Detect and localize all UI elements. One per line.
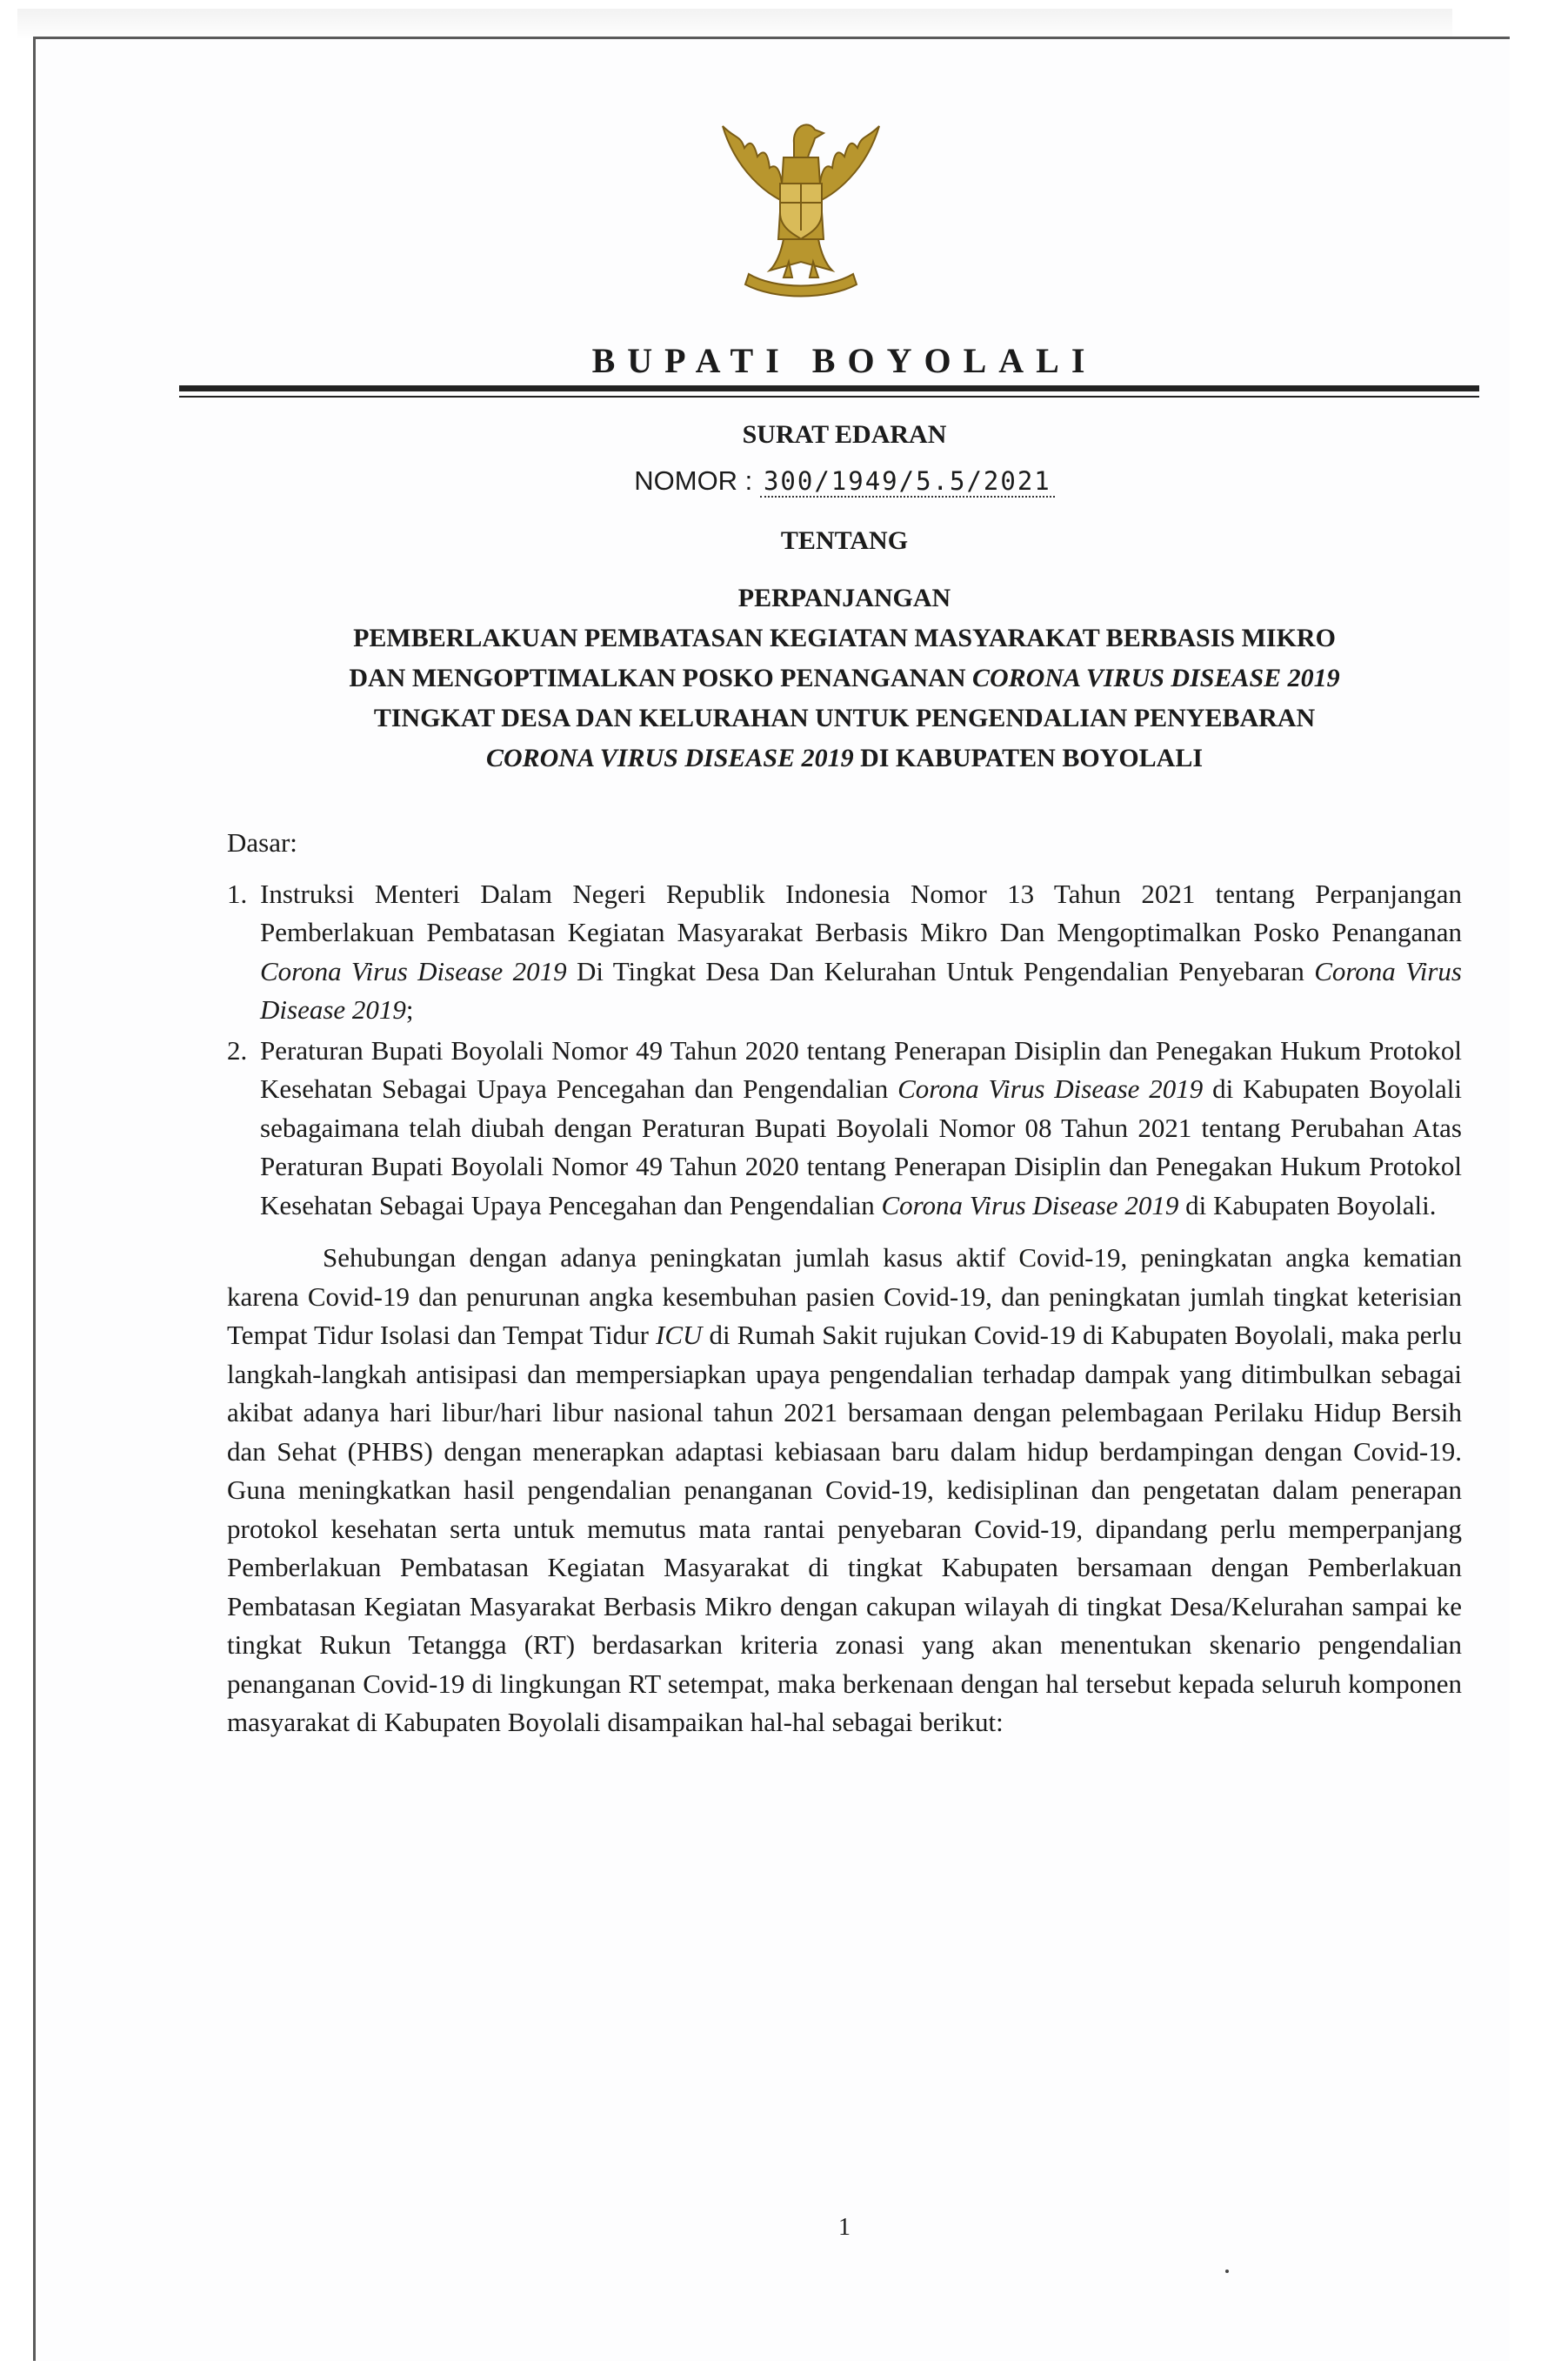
document-page — [33, 37, 1510, 2361]
subject-line: PERPANJANGAN — [737, 584, 951, 612]
nomor-value: 300/1949/5.5/2021 — [760, 466, 1055, 498]
nomor-label: NOMOR : — [634, 465, 753, 496]
italic-run: Corona Virus Disease 2019 — [260, 955, 1463, 1025]
list-item-number: 2. — [227, 1034, 248, 1066]
list-item-text — [260, 1032, 1462, 1226]
subject-italic: CORONA VIRUS DISEASE 2019 — [485, 744, 854, 772]
italic-run: Corona Virus Disease 2019 — [881, 1189, 1179, 1220]
header-rule-thick — [179, 385, 1479, 391]
document-body — [227, 824, 1462, 1742]
text-run: ; — [405, 994, 414, 1025]
garuda-emblem-icon — [697, 100, 905, 309]
page-number: 1 — [838, 2214, 851, 2241]
scan-shadow — [17, 9, 1452, 40]
subject-text: DI KABUPATEN BOYOLALI — [853, 744, 1204, 772]
subject-line: TINGKAT DESA DAN KELURAHAN UNTUK PENGENDALIAN PENYEBARAN — [373, 704, 1316, 732]
subject-text: DAN MENGOPTIMALKAN POSKO PENANGANAN — [349, 664, 972, 692]
subject-italic: CORONA VIRUS DISEASE 2019 — [972, 664, 1340, 692]
body-paragraph — [227, 1239, 1462, 1742]
subject-line: PEMBERLAKUAN PEMBATASAN KEGIATAN MASYARAKAT BERBASIS MIKRO — [353, 624, 1336, 652]
italic-run: Corona Virus Disease 2019 — [260, 955, 567, 986]
tentang-heading: TENTANG — [780, 526, 909, 555]
text-run: di Kabupaten Boyolali sebagaimana telah diubah dengan Peraturan Bupati Boyolali Nomor 08 Tahun 2021 tentang Perubahan Atas Peraturan Bupati Boyolali Nomor 49 Tahun 2020 tentang Penerapan Disiplin dan Penegakan Hukum Protokol Kesehatan Sebagai Upaya Pencegahan dan Pengendalian — [260, 1073, 1462, 1220]
list-item-text — [260, 875, 1462, 1030]
scan-speck — [1225, 2270, 1229, 2273]
list-item — [227, 1032, 1462, 1226]
list-item-number: 1. — [227, 878, 248, 909]
document-type: SURAT EDARAN — [742, 420, 947, 449]
text-run: di Kabupaten Boyolali. — [1178, 1189, 1437, 1220]
subject-line — [192, 739, 1497, 779]
list-item — [227, 875, 1462, 1030]
header-rule-thin — [179, 396, 1479, 398]
subject-line — [192, 659, 1497, 699]
text-run: di Rumah Sakit rujukan Covid-19 di Kabupaten Boyolali, maka perlu langkah-langkah antisipasi dan mempersiapkan upaya pengendalian terhadap dampak yang ditimbulkan sebagai akibat adanya hari libur/hari libur nasional tahun 2021 bersamaan dengan pelembagaan Perilaku Hidup Bersih dan Sehat (PHBS) dengan menerapkan adaptasi kebiasaan baru dalam hidup berdampingan dengan Covid-19. Guna meningkatkan hasil pengendalian penanganan Covid-19, kedisiplinan dan pengetatan dalam penerapan protokol kesehatan serta untuk memutus mata rantai penyebaran Covid-19, dipandang perlu memperpanjang Pemberlakuan Pembatasan Kegiatan Masyarakat di tingkat Kabupaten bersamaan dengan Pemberlakuan Pembatasan Kegiatan Masyarakat Berbasis Mikro dengan cakupan wilayah di tingkat Desa/Kelurahan sampai ke tingkat Rukun Tetangga (RT) berdasarkan kriteria zonasi yang akan menentukan skenario pengendalian penanganan Covid-19 di lingkungan RT setempat, maka berkenaan dengan hal tersebut kepada seluruh komponen masyarakat di Kabupaten Boyolali disampaikan hal-hal sebagai berikut: — [227, 1320, 1462, 1737]
dasar-label: Dasar: — [227, 827, 297, 858]
institution-title: BUPATI BOYOLALI — [591, 341, 1097, 380]
text-run: Di Tingkat Desa Dan Kelurahan Untuk Pengendalian Penyebaran — [566, 955, 1315, 986]
document-number — [192, 465, 1497, 497]
italic-run: Corona Virus Disease 2019 — [897, 1073, 1204, 1104]
document-subject — [192, 578, 1497, 779]
text-run: Instruksi Menteri Dalam Negeri Republik Indonesia Nomor 13 Tahun 2021 tentang Perpanjangan Pemberlakuan Pembatasan Kegiatan Masyarakat Berbasis Mikro Dan Mengoptimalkan Posko Penanganan — [260, 878, 1462, 947]
italic-run: ICU — [656, 1320, 703, 1350]
text-run: Sehubungan dengan adanya peningkatan jumlah kasus aktif Covid-19, peningkatan angka kematian karena Covid-19 dan penurunan angka kesembuhan pasien Covid-19, dan peningkatan jumlah tingkat keterisian Tempat Tidur Isolasi dan Tempat Tidur — [227, 1242, 1462, 1350]
text-run: Peraturan Bupati Boyolali Nomor 49 Tahun 2020 tentang Penerapan Disiplin dan Penegakan Hukum Protokol Kesehatan Sebagai Upaya Pencegahan dan Pengendalian — [260, 1034, 1462, 1104]
